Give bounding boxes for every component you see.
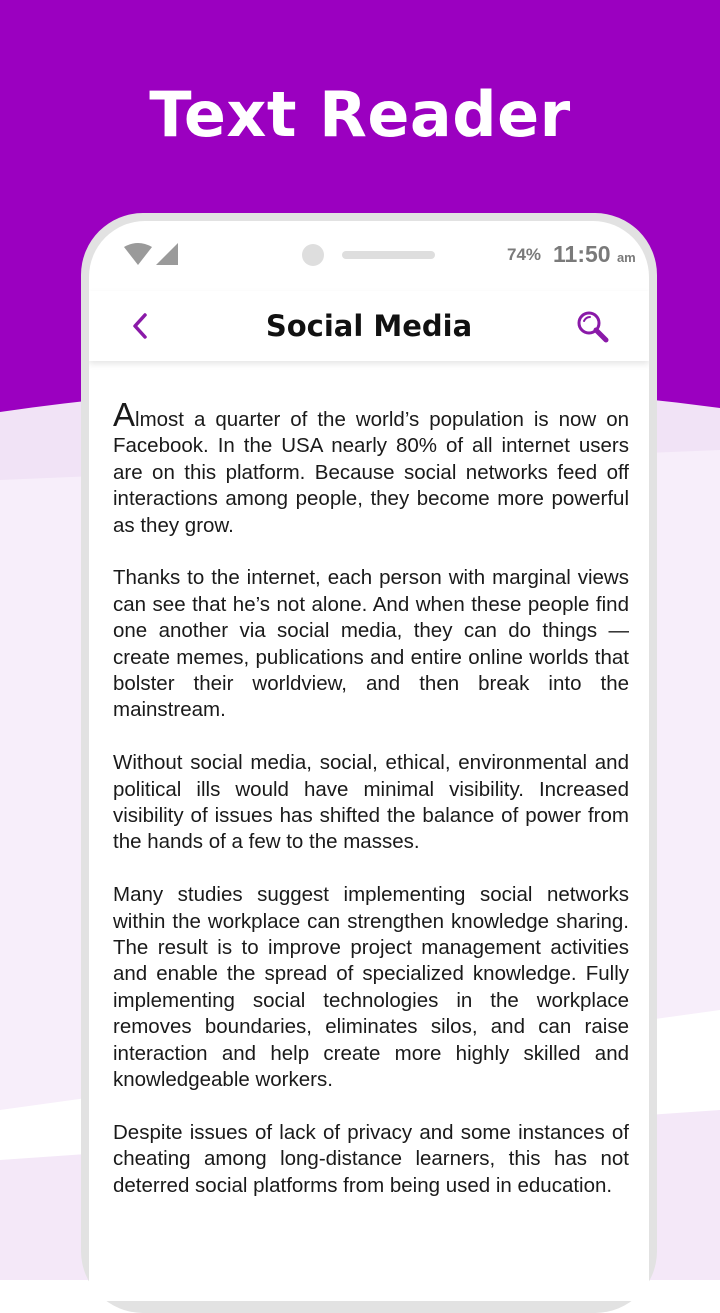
status-bar [89, 221, 649, 291]
article-paragraph: Despite issues of lack of privacy and some instances of cheating among long-distance learners, this has not deterred social platforms from being used in education. [113, 1120, 629, 1197]
search-button[interactable] [575, 309, 611, 345]
drop-cap: A [113, 396, 136, 433]
article-paragraph [113, 396, 629, 539]
back-button[interactable] [125, 307, 155, 345]
clock-time: 11:50 [553, 241, 611, 267]
article-paragraph: Without social media, social, ethical, environmental and political ills would have minimal visibility. Increased visibility of issues has shifted the balance of power from the hands of a few to the masses. [113, 751, 629, 854]
wifi-icon [124, 243, 152, 265]
chevron-left-icon [130, 311, 150, 341]
article-paragraph: Thanks to the internet, each person with marginal views can see that he’s not alone. And when these people find one another via social media, they can do things — create memes, publications and entire online worlds that bolster their worldview, and then break into the mainstream. [113, 566, 629, 722]
search-icon [575, 309, 611, 345]
status-icons [122, 243, 178, 272]
signal-icon [156, 243, 178, 265]
promo-title: Text Reader [149, 78, 571, 151]
clock-ampm: am [616, 250, 636, 265]
clock [553, 241, 636, 268]
front-camera [302, 244, 324, 266]
battery-level: 74% [507, 245, 542, 264]
article-paragraph: Many studies suggest implementing social networks within the workplace can strengthen knowledge sharing. The result is to improve project management activities and enable the spread of specialized knowledge. Fully implementing social technologies in the workplace removes boundaries, eliminates silos, and can raise interaction and help create more highly skilled and knowledgeable workers. [113, 883, 629, 1092]
paragraph-text: lmost a quarter of the world’s population is now on Facebook. In the USA nearly 80% of all internet users are on this platform. Because social networks feed off interactions among people, they become more powerful as they grow. [113, 408, 629, 537]
page-title: Social Media [265, 309, 473, 343]
app-bar [89, 291, 649, 361]
phone-screen [89, 221, 649, 1301]
earpiece-speaker [342, 251, 435, 259]
article-body [113, 396, 629, 1226]
